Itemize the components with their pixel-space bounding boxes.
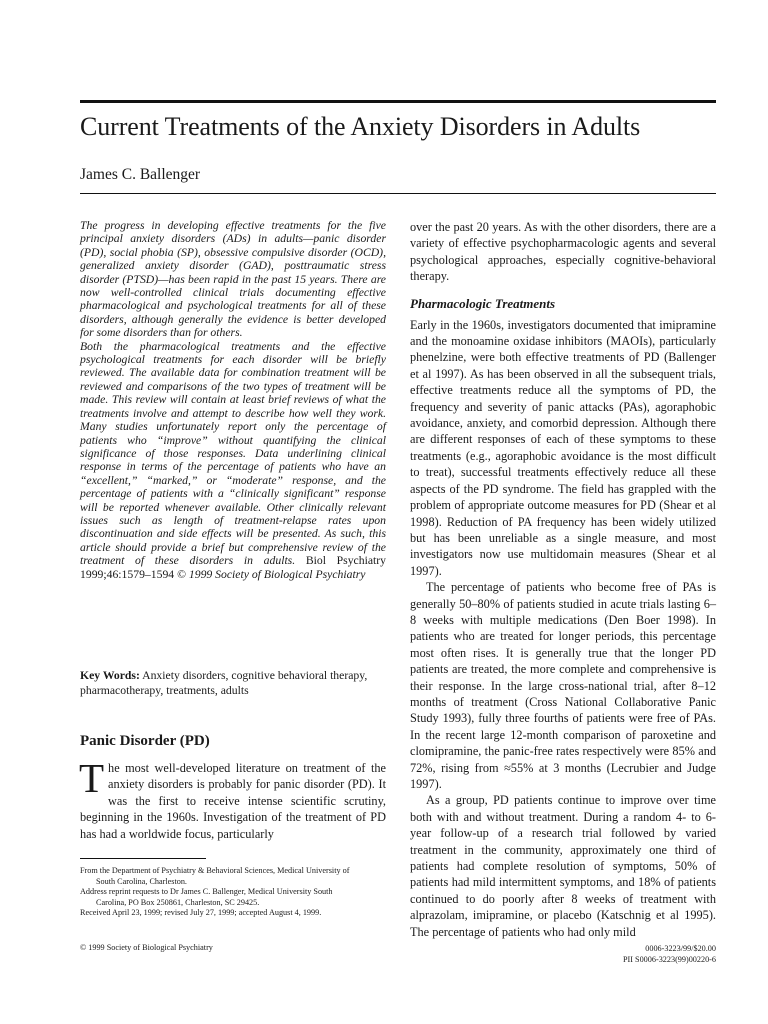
abstract-paragraph-1: The progress in developing effective treatments for the five principal anxiety disorders (ADs) in adults—panic disorder (PD), social phobia (SP), obsessive compulsive disorder (OCD), generalized anxiety disorder (GAD), posttraumatic stress disorder (PTSD)—has been rapid in the past 15 years. There are now well-controlled clinical trials documenting effective pharmacological and psychological treatments for all of these disorders, although generally the evidence is better developed for some disorders than for others. — [80, 219, 386, 340]
section-heading-panic-disorder: Panic Disorder (PD) — [80, 733, 210, 749]
issn-block — [623, 943, 716, 965]
pii-code: PII S0006-3223(99)00220-6 — [622, 955, 716, 964]
title-top-rule — [80, 100, 716, 103]
keywords-label: Key Words: — [80, 669, 140, 682]
pharm-paragraph-2: The percentage of patients who become free of PAs is generally 50–80% of patients studied in acute trials lasting 6–8 weeks with multiple medications (Den Boer 1998). In patients who are treated for longer periods, this percentage most often rises. It is generally true that the longer PD patients are treated, the more complete and comprehensive is their response. In the large cross-national trial, after 8–12 months of treatment (Cross National Collaborative Panic Study 1993), fully three fourths of patients were free of PAs. In the recent large 12-month comparison of paroxetine and clomipramine, the panic-free rates respectively were 85% and 72%, rising from ≈55% at 3 months (Lecrubier and Judge 1997). — [410, 580, 716, 791]
page-copyright: © 1999 Society of Biological Psychiatry — [80, 943, 213, 952]
footnote-affiliation-cont: South Carolina, Charleston. — [96, 876, 187, 886]
pharm-paragraph-3: As a group, PD patients continue to improve over time both with and without treatment. During a random 4- to 6-year follow-up of a research trial followed by varied treatment in the community, approximately one third of patients had complete resolution of symptoms, 50% of patients had mild intermittent symptoms, and 18% of patients continued to do poorly after 8 weeks of treatment with alprazolam, imipramine, or placebo (Katschnig et al 1995). The percentage of patients who had only mild — [410, 793, 716, 939]
panic-intro-text: he most well-developed literature on treatment of the anxiety disorders is probably for panic disorder (PD). It was the first to receive intense scientific scrutiny, beginning in the 1960s. Investigation of the treatment of PD has had a worldwide focus, particularly — [80, 761, 386, 841]
abstract-copyright: 1999 Society of Biological Psychiatry — [188, 567, 366, 581]
abstract-paragraph-2-text: Both the pharmacological treatments and the effective psychological treatments for each disorder will be briefly reviewed. The available data for combination treatment will be reviewed and comparisons of the two types of treatment will be made. This review will contain at least brief reviews of what the treatments involve and attempt to describe how well they work. Many studies unfortunately report only the percentage of patients who “improve” without quantifying the clinical significance of those responses. Data underlining clinical response in terms of the percentage of patients who have an “excellent,” “marked,” or “moderate” response, and the percentage of patients with a “clinically significant” response will be reported whenever available. Other clinically relevant issues such as length of treatment-relapse rates upon discontinuation and side effects will be presented. As such, this article should provide a brief but comprehensive review of the treatment of these disorders in adults. — [80, 339, 386, 568]
abstract-paragraph-2 — [80, 340, 386, 581]
panic-intro-paragraph — [79, 755, 386, 842]
subheading-pharmacologic-treatments: Pharmacologic Treatments — [410, 295, 556, 311]
journal-citation: Biol Psychiatry 1999;46:1579–1594 © — [80, 554, 387, 581]
footnote-address: Address reprint requests to Dr James C. Ballenger, Medical University South — [80, 887, 333, 897]
author-rule — [80, 193, 716, 194]
footnote-received: Received April 23, 1999; revised July 27, 1999; accepted August 4, 1999. — [80, 908, 322, 918]
abstract — [80, 219, 386, 581]
footnotes — [80, 866, 390, 919]
continuation-paragraph: over the past 20 years. As with the other disorders, there are a variety of effective psychopharmacologic agents and several psychological approaches, especially cognitive-behavioral therapy. — [410, 220, 716, 284]
footnote-affiliation: From the Department of Psychiatry & Behavioral Sciences, Medical University of — [80, 866, 350, 875]
drop-cap: T — [79, 755, 105, 801]
issn-price: 0006-3223/99/$20.00 — [645, 944, 716, 953]
right-column — [410, 219, 716, 940]
left-column — [79, 219, 387, 918]
keywords-text: Anxiety disorders, cognitive behavioral therapy, pharmacotherapy, treatments, adults — [80, 669, 368, 697]
article-title: Current Treatments of the Anxiety Disorders in Adults — [80, 112, 641, 141]
footnote-rule — [80, 858, 206, 859]
article-author: James C. Ballenger — [80, 166, 201, 183]
pharm-paragraph-1: Early in the 1960s, investigators documented that imipramine and the monoamine oxidase inhibitors (MAOIs), particularly phenelzine, were both effective treatments of PD (Ballenger et al 1997). As has been observed in all the subsequent trials, effective treatments reduce all the symptoms of PD, the frequency and severity of panic attacks (PAs), agoraphobic avoidance, anxiety, and comorbid depression. Although there are different responses of each of these symptoms to these treatments (e.g., agoraphobic avoidance is the most difficult to treat), successful treatments effectively reduce all these aspects of the PD syndrome. The field has grappled with the problem of appropriate outcome measures for PD (Shear et al 1998). Reduction of PA frequency has been widely utilized but has been unreliable as a single measure, and most investigators now use multidomain measures (Shear et al 1997). — [410, 317, 716, 578]
keywords — [80, 668, 386, 698]
footnote-address-cont: Carolina, PO Box 250861, Charleston, SC 29425. — [96, 897, 260, 907]
